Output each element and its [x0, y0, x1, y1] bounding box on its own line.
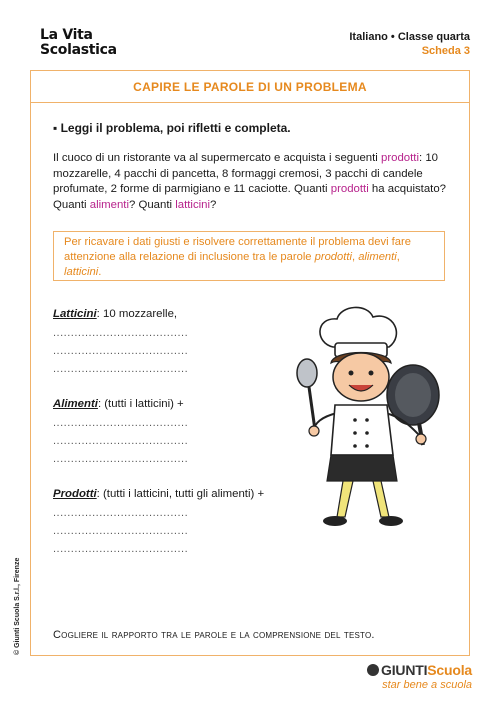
- answer-line[interactable]: ......................................: [53, 453, 189, 465]
- hint-word-latticini: latticini: [64, 266, 99, 278]
- answer-line[interactable]: ......................................: [53, 525, 189, 537]
- keyword-prodotti: prodotti: [380, 152, 419, 164]
- category-name: Alimenti: [53, 398, 98, 410]
- keyword-alimenti: alimenti: [89, 198, 129, 211]
- hint-text: Per ricavare i dati giusti e risolvere correttamente il problema devi fare attenzione alla relazione di inclusione tra le parole: [64, 236, 411, 263]
- publisher-name-a: GIUNTI: [381, 662, 428, 678]
- subject-label: Italiano • Classe quarta: [349, 31, 470, 43]
- answer-line[interactable]: ......................................: [53, 507, 189, 519]
- copyright-notice: © Giunti Scuola S.r.l., Firenze: [14, 557, 21, 655]
- logo-line-1: La Vita: [40, 27, 93, 43]
- category-name: Prodotti: [53, 488, 97, 500]
- magazine-logo: [40, 28, 130, 58]
- header-info: [349, 30, 470, 58]
- answer-line[interactable]: ......................................: [53, 327, 189, 339]
- giunti-mark-icon: [367, 664, 379, 676]
- answer-line[interactable]: ......................................: [53, 417, 189, 429]
- hint-sep: ,: [396, 251, 400, 263]
- hint-end: .: [98, 266, 102, 278]
- publisher-name-b: Scuola: [427, 662, 472, 678]
- hint-box: [53, 231, 445, 281]
- problem-part: ha acquistato? Quanti: [53, 183, 447, 211]
- problem-part: Il cuoco di un ristorante va al supermercato e acquista i seguenti: [53, 152, 381, 164]
- category-prodotti: [53, 487, 264, 501]
- worksheet-title: CAPIRE LE PAROLE DI UN PROBLEMA: [133, 80, 367, 94]
- category-rest: : 10 mozzarelle,: [96, 308, 178, 320]
- answer-line[interactable]: ......................................: [53, 363, 189, 375]
- category-name: Latticini: [53, 308, 97, 320]
- hint-word-alimenti: alimenti: [358, 251, 397, 263]
- category-rest: : (tutti i latticini) +: [97, 398, 184, 410]
- keyword-latticini: latticini: [175, 198, 211, 211]
- answer-line[interactable]: ......................................: [53, 543, 189, 555]
- problem-text: [53, 151, 449, 213]
- answer-line[interactable]: ......................................: [53, 435, 189, 447]
- sheet-number: Scheda 3: [421, 45, 470, 57]
- publisher-logo: [367, 662, 472, 691]
- category-rest: : (tutti i latticini, tutti gli alimenti) +: [96, 488, 265, 500]
- title-box: [31, 71, 469, 103]
- chef-illustration: [285, 305, 445, 545]
- category-latticini: [53, 307, 177, 321]
- category-alimenti: [53, 397, 184, 411]
- problem-part: ?: [210, 198, 217, 211]
- answer-line[interactable]: ......................................: [53, 345, 189, 357]
- publisher-name: [367, 662, 472, 678]
- problem-part: ? Quanti: [128, 198, 176, 211]
- hint-sep: ,: [351, 251, 359, 263]
- hint-word-prodotti: prodotti: [314, 251, 352, 263]
- logo-line-2: Scolastica: [40, 42, 117, 58]
- problem-part: : 10 mozzarelle, 4 pacchi di pancetta, 8 formaggi cremosi, 3 pacchi di candele profumate, 2 forme di parmigiano e 11 caciotte. Quanti: [53, 152, 438, 195]
- instruction: ▪ Leggi il problema, poi rifletti e completa.: [53, 121, 291, 135]
- keyword-prodotti: prodotti: [330, 183, 369, 195]
- publisher-tagline: star bene a scuola: [382, 679, 472, 691]
- learning-goal: Cogliere il rapporto tra le parole e la comprensione del testo.: [53, 629, 375, 641]
